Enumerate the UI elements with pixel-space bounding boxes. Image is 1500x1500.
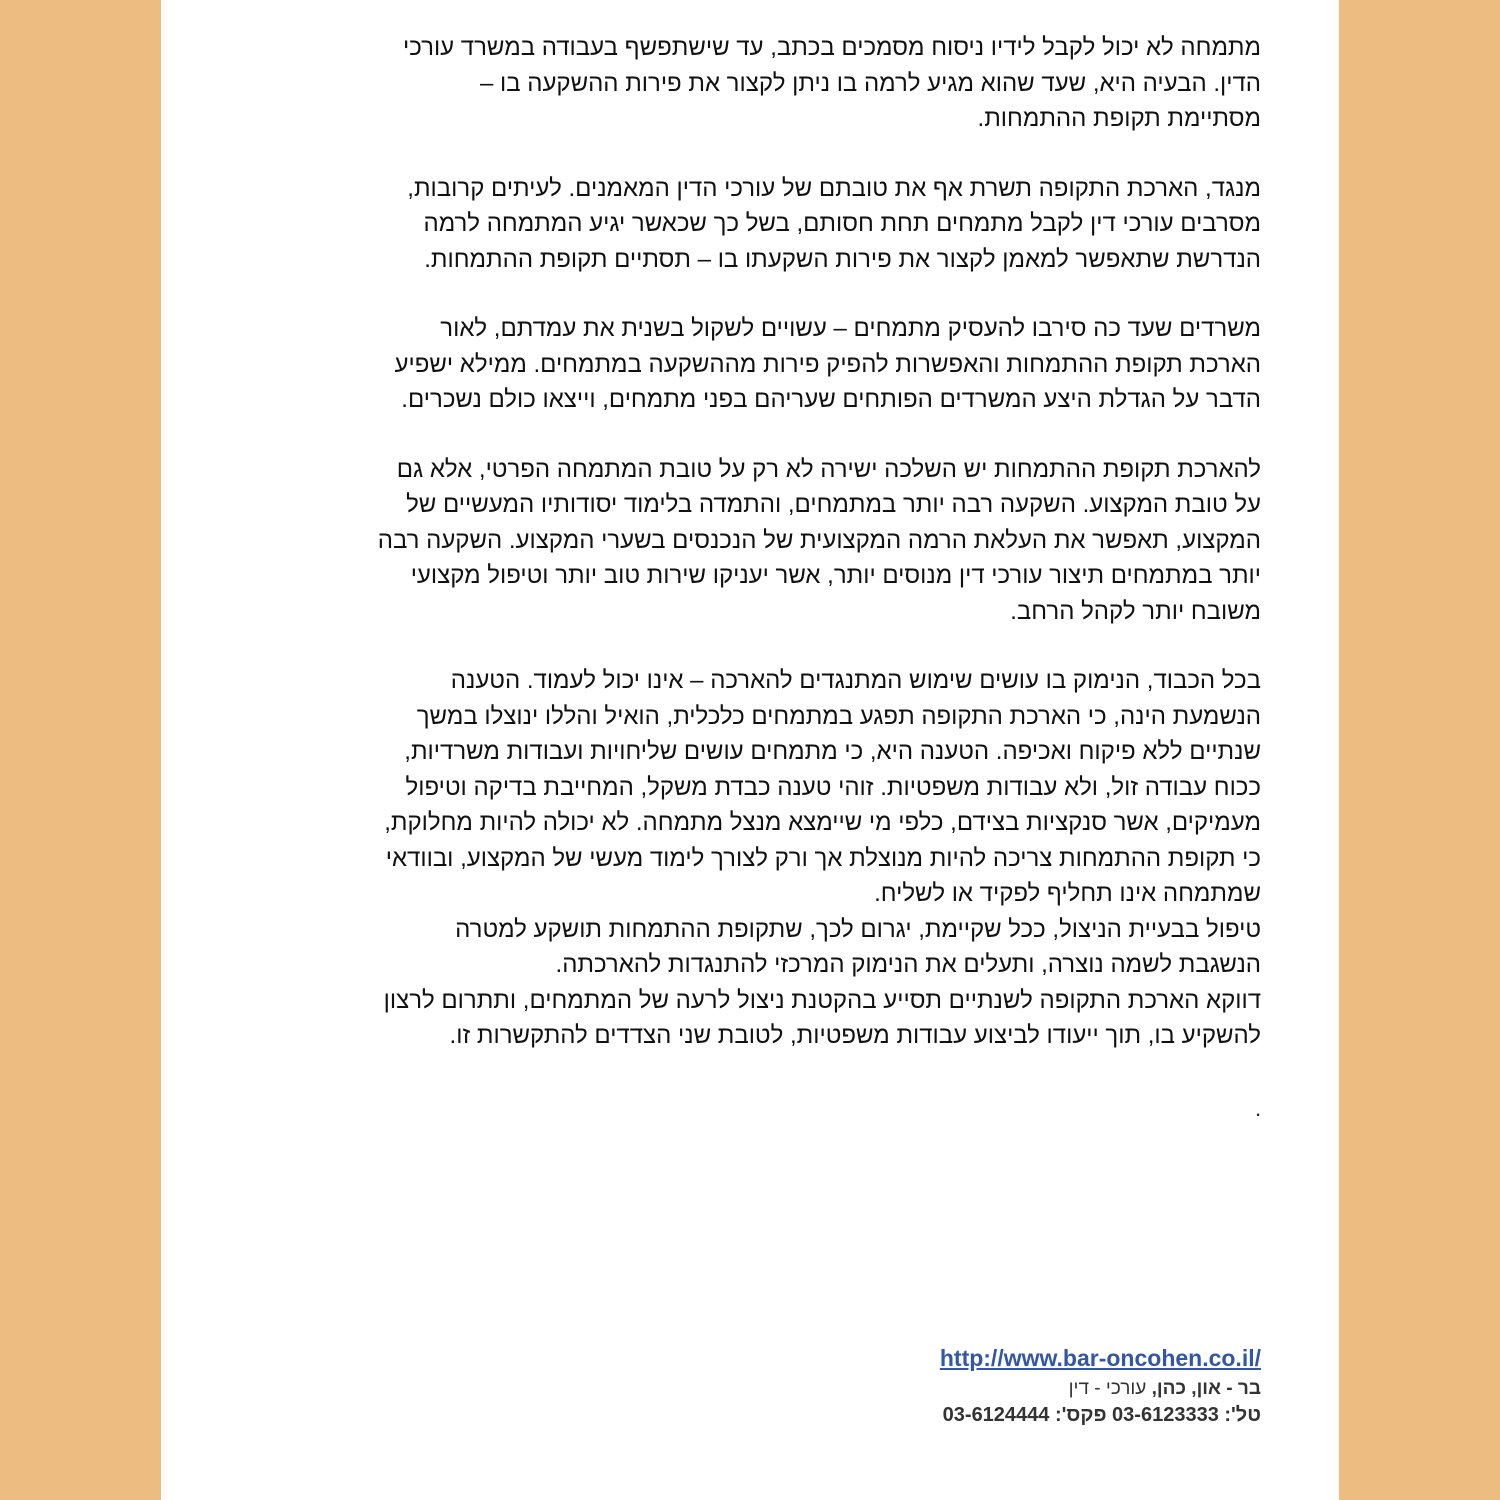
text-line: מסתיימת תקופת ההתמחות. [977,105,1261,132]
text-line: הארכת תקופת ההתמחות והאפשרות להפיק פירות מההשקעה במתמחים. ממילא ישפיע [394,350,1261,378]
text-line: הדין. הבעיה היא, שעד שהוא מגיע לרמה בו ניתן לקצור את פירות ההשקעה בו – [479,69,1261,97]
text-line: הנדרשת שתאפשר למאמן לקצור את פירות השקעתו בו – תסתיים תקופת ההתמחות. [424,245,1261,273]
footer [761,1343,1261,1429]
text-line: על טובת המקצוע. השקעה רבה יותר במתמחים, והתמדה בלימוד יסודותיו המעשיים של [406,491,1261,518]
firm-title: עורכי - דין [1068,1378,1147,1399]
paragraph-1 [211,30,1261,137]
text-line: הנשמעת הינה, כי הארכת התקופה תפגע במתמחים כלכלית, הואיל והללו ינוצלו במשך [416,702,1261,730]
text-line: משובח יותר לקהל הרחב. [1010,597,1261,625]
paragraph-3 [211,311,1261,418]
paragraph-2 [211,171,1261,278]
text-line: ככוח עבודה זול, ולא עבודות משפטיות. זוהי טענה כבדת משקל, המחייבת בדיקה וטיפול [405,773,1261,801]
text-line: הדבר על הגדלת היצע המשרדים הפותחים שעריהם בפני מתמחים, וייצאו כולם נשכרים. [401,386,1261,413]
text-line: שנתיים ללא פיקוח ואכיפה. הטענה היא, כי מתמחים עושים שליחויות ועבודות משרדיות, [404,738,1261,765]
stray-mark: . [1255,1096,1262,1121]
text-line: שמתמחה אינו תחליף לפקיד או לשליח. [874,880,1261,907]
text-line: להשקיע בו, תוך ייעודו לביצוע עבודות משפטיות, לטובת שני הצדדים להתקשרות זו. [449,1022,1261,1049]
text-line: בכל הכבוד, הנימוק בו עושים שימוש המתנגדים להארכה – אינו יכול לעמוד. הטענה [450,667,1261,694]
paragraph-5 [211,663,1261,1054]
text-line: כי תקופת ההתמחות צריכה להיות מנוצלת אך ורק לצורך לימוד מעשי של המקצוע, ובוודאי [385,844,1261,872]
phone-fax: טל': 03-6123333 פקס': 03-6124444 [942,1404,1261,1426]
text-line: טיפול בבעיית הניצול, ככל שקיימת, יגרום לכך, שתקופת ההתמחות תושקע למטרה [455,915,1261,943]
website-link[interactable]: http://www.bar-oncohen.co.il/ [939,1345,1261,1371]
text-line: להארכת תקופת ההתמחות יש השלכה ישירה לא רק על טובת המתמחה הפרטי, אלא גם [396,455,1261,483]
paragraph-4 [211,452,1261,630]
document-body [211,30,1261,1054]
text-line: יותר במתמחים תיצור עורכי דין מנוסים יותר, אשר יעניקו שירות טוב יותר וטיפול מקצועי [410,562,1261,589]
text-line: דווקא הארכת התקופה לשנתיים תסייע בהקטנת ניצול לרעה של המתמחים, ותתרום לרצון [383,986,1261,1014]
firm-name-bold: בר - און, כהן, [1151,1378,1261,1399]
text-line: מנגד, הארכת התקופה תשרת אף את טובתם של עורכי הדין המאמנים. לעיתים קרובות, [407,174,1261,202]
text-line: הנשגבת לשמה נוצרה, ותעלים את הנימוק המרכזי להתנגדות להארכתה. [555,951,1261,978]
text-line: מעמיקים, אשר סנקציות בצידם, כלפי מי שיימצא מנצל מתמחה. לא יכולה להיות מחלוקת, [384,809,1261,836]
firm-name [761,1375,1261,1402]
text-line: משרדים שעד כה סירבו להעסיק מתמחים – עשויים לשקול בשנית את עמדתם, לאור [440,315,1261,342]
text-line: מסרבים עורכי דין לקבל מתמחים תחת חסותם, בשל כך שכאשר יגיע המתמחה לרמה [423,210,1261,237]
text-line: מתמחה לא יכול לקבל לידיו ניסוח מסמכים בכתב, עד שישתפשף בעבודה במשרד עורכי [403,34,1261,61]
text-line: המקצוע, תאפשר את העלאת הרמה המקצועית של הנכנסים בשערי המקצוע. השקעה רבה [377,526,1261,554]
